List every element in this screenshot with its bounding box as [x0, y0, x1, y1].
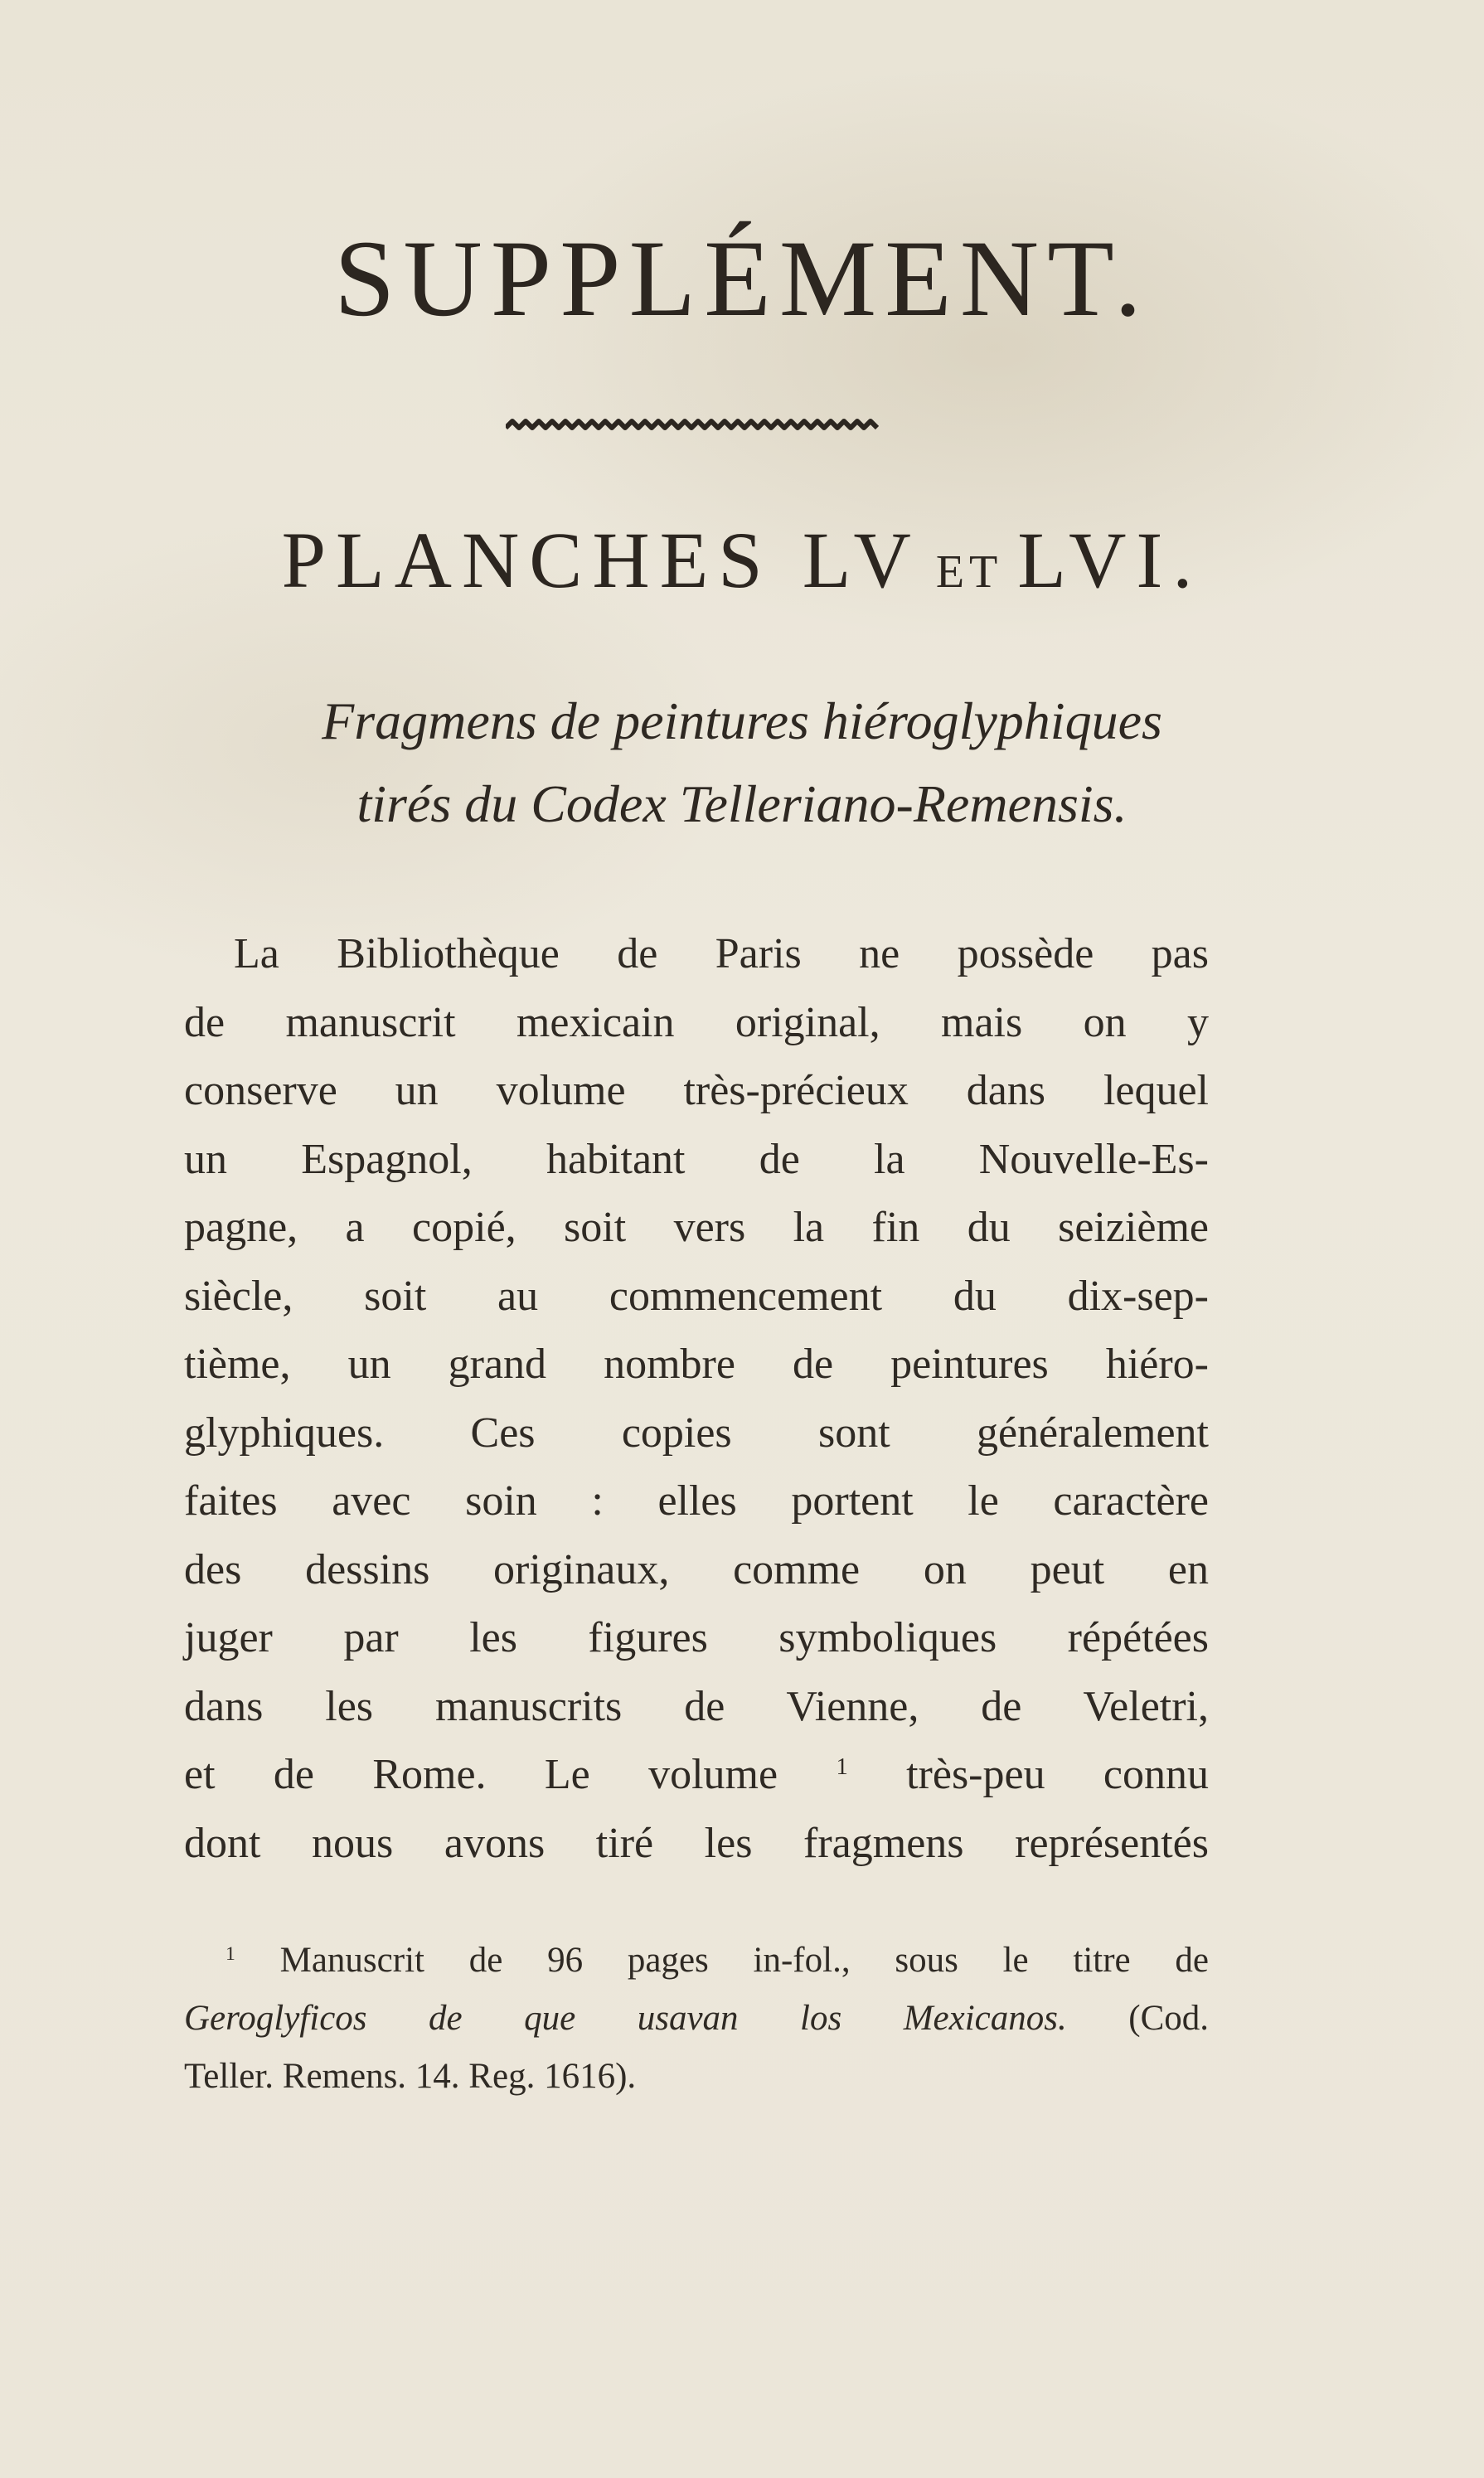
footnote-line-3: Teller. Remens. 14. Reg. 1616). [184, 2057, 637, 2096]
body-line: pagne, a copié, soit vers la fin du seizième [184, 1204, 1209, 1251]
footnote-line-1 [184, 1932, 1209, 1990]
footnote-reference: 1 [836, 1753, 848, 1780]
ornament-rule-icon [506, 415, 879, 436]
plates-heading [0, 516, 1484, 604]
subtitle [0, 680, 1484, 846]
body-line-part: très-peu connu [906, 1751, 1210, 1798]
plates-heading-part1: PLANCHES LV [281, 516, 921, 604]
page-title: SUPPLÉMENT. [334, 217, 1150, 339]
body-line: La Bibliothèque de Paris ne possède pas [234, 930, 1209, 977]
body-line: un Espagnol, habitant de la Nouvelle-Es- [184, 1135, 1209, 1183]
body-line: conserve un volume très-précieux dans lequel [184, 1067, 1209, 1114]
footnote-text: Manuscrit de 96 pages in-fol., sous le titre de [279, 1941, 1209, 1980]
body-line: glyphiques. Ces copies sont généralement [184, 1409, 1209, 1457]
body-line: des dessins originaux, comme on peut en [184, 1545, 1209, 1593]
subtitle-line-2: tirés du Codex Telleriano-Remensis. [356, 774, 1128, 833]
body-line: dans les manuscrits de Vienne, de Veletri, [184, 1682, 1209, 1730]
subtitle-line-1: Fragmens de peintures hiéroglyphiques [322, 691, 1162, 750]
footnote-line-2 [184, 1990, 1209, 2048]
footnote [184, 1932, 1209, 2106]
body-line-part: et de Rome. Le volume [184, 1751, 778, 1798]
body-line: tième, un grand nombre de peintures hiéro- [184, 1341, 1209, 1388]
plates-heading-et: ET [935, 546, 1003, 598]
body-line-with-note [184, 1741, 1209, 1810]
body-line: faites avec soin : elles portent le caractère [184, 1477, 1209, 1525]
footnote-italic-title: Geroglyficos de que usavan los Mexicanos. [184, 1999, 1067, 2038]
footnote-mark: 1 [226, 1942, 235, 1965]
body-line: juger par les figures symboliques répétées [184, 1614, 1209, 1661]
body-line: de manuscrit mexicain original, mais on y [184, 998, 1209, 1046]
body-line: dont nous avons tiré les fragmens représentés [184, 1819, 1209, 1867]
footnote-text: (Cod. [1128, 1999, 1210, 2038]
body-paragraph [184, 920, 1209, 1878]
body-line: siècle, soit au commencement du dix-sep- [184, 1272, 1209, 1320]
plates-heading-part2: LVI. [1017, 516, 1203, 604]
